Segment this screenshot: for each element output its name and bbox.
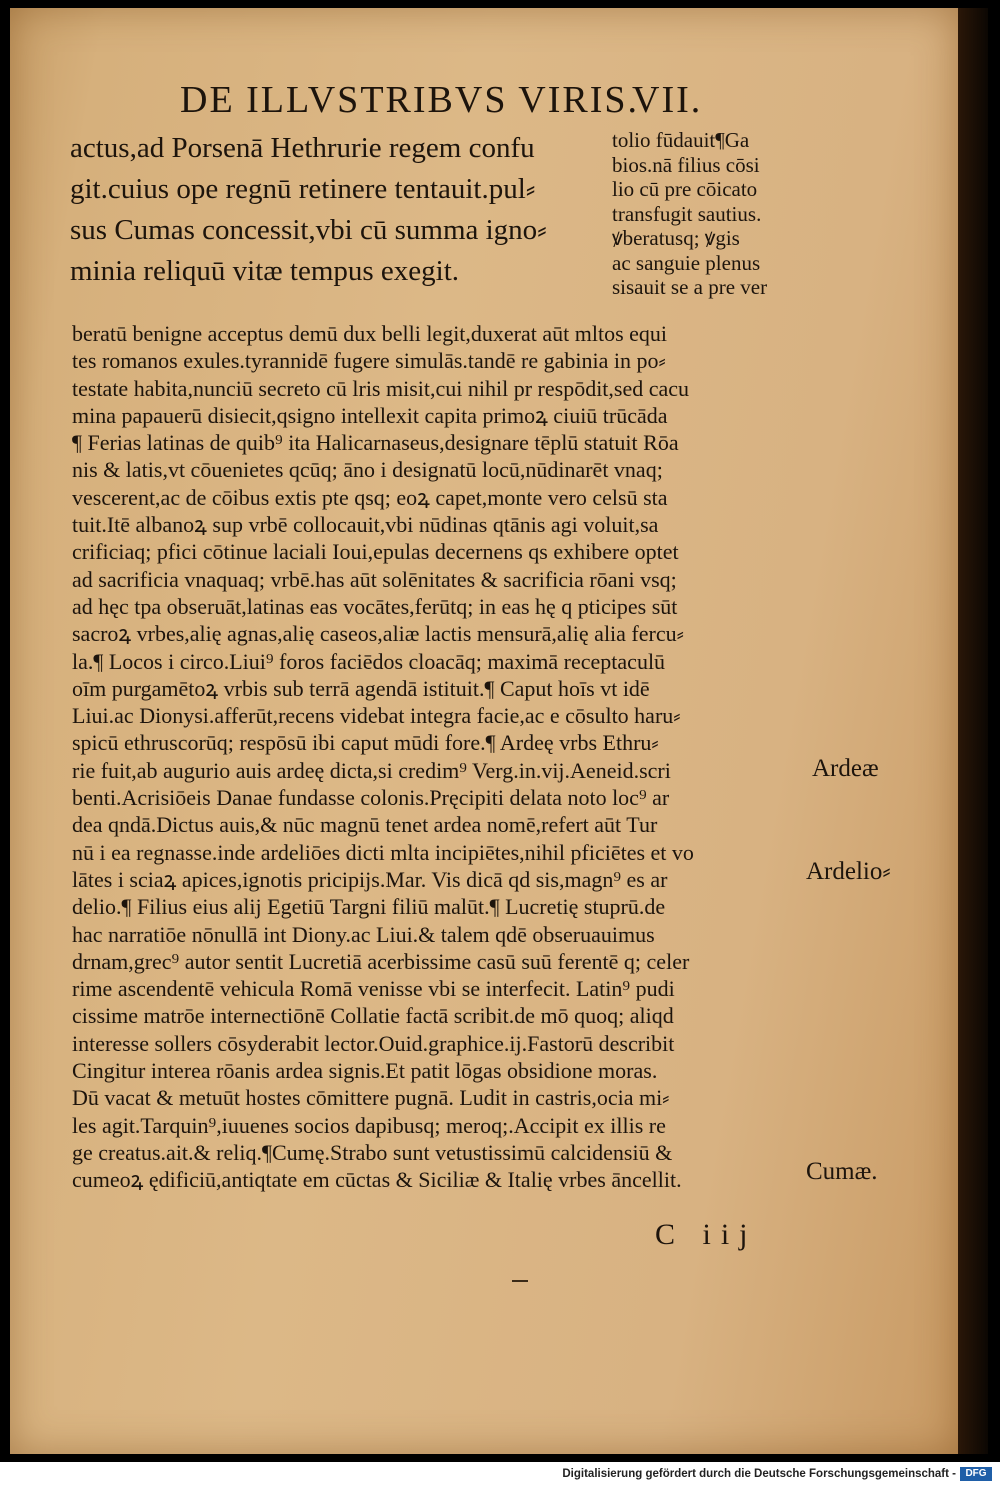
body-line: drnam,grec⁹ autor sentit Lucretiā acerbissime casū suū ferentē q; celer [72, 948, 690, 974]
body-line: mina papauerū disiecit,qsigno intellexit capita primoꝝ ciuiū trūcāda [72, 402, 668, 428]
body-line: ad sacrificia vnaquaq; vrbē.has aūt solēnitates & sacrificia rōani vsq; [72, 566, 677, 592]
scan-blemish [512, 1280, 528, 1282]
body-line: beratū benigne acceptus demū dux belli legit,duxerat aūt mltos equi [72, 321, 668, 346]
body-line: tuit.Itē albanoꝝ sup vrbē collocauit,vbi nūdinas qtānis agi voluit,sa [72, 512, 659, 538]
body-line: interesse sollers cōsyderabit lector.Ouid.graphice.ij.Fastorū describit [72, 1030, 675, 1056]
body-line: oīm purgamētoꝝ vrbis sub terrā agendā istituit.¶ Caput hoīs vt idē [72, 675, 650, 701]
body-line: rie fuit,ab augurio auis ardeę dicta,si credim⁹ Verg.in.vij.Aeneid.scri [72, 757, 671, 783]
folio-number: VII. [632, 79, 703, 121]
intro-line: minia reliquū vitæ tempus exegit. [70, 255, 460, 287]
body-line: vescerent,ac de cōibus extis pte qsq; eoꝝ capet,monte vero celsū sta [72, 484, 668, 510]
side-line: tolio fūdauit¶Ga [612, 128, 750, 152]
running-head-title: DE ILLVSTRIBVS VIRIS. [180, 79, 639, 121]
side-line: ꝟberatusq; ꝟgis [612, 226, 740, 250]
intro-line: actus,ad Porsenā Hethrurie regem confu [70, 132, 535, 164]
footer-bar [0, 1462, 1000, 1487]
signature-mark: C iij [655, 1218, 758, 1251]
body-line: sacroꝝ vrbes,alię agnas,alię caseos,aliæ lactis mensurā,alię alia fercu⸗ [72, 621, 684, 647]
body-line: ad hęc tpa obseruāt,latinas eas vocātes,ferūtq; in eas hę q pticipes sūt [72, 593, 678, 619]
body-line: les agit.Tarquin⁹,iuuenes socios dapibusq; meroq;.Accipit ex illis re [72, 1112, 666, 1138]
side-line: lio cū pre cōicato [612, 177, 758, 201]
body-line: Liui.ac Dionysi.afferūt,recens videbat integra facie,ac e cōsulto haru⸗ [72, 703, 681, 729]
margin-note-cumae: Cumæ. [806, 1158, 878, 1185]
body-line: ¶ Ferias latinas de quib⁹ ita Halicarnaseus,designare tēplū statuit Rōa [72, 430, 679, 456]
body-line: crificiaq; pfici cōtinue laciali Ioui,epulas decernens qs exhibere optet [72, 539, 679, 565]
dfg-logo: DFG [960, 1467, 992, 1481]
side-line: ac sanguie plenus [612, 250, 761, 275]
body-line: la.¶ Locos i circo.Liui⁹ foros faciēdos cloacāq; maximā receptaculū [72, 648, 666, 674]
intro-paragraph [70, 128, 630, 292]
body-line: delio.¶ Filius eius alij Egetiū Targni filiū malūt.¶ Lucretię stuprū.de [72, 894, 666, 920]
body-line: Dū vacat & metuūt hostes cōmittere pugnā. Ludit in castris,ocia mi⸗ [72, 1085, 670, 1111]
body-line: cissime matrōe internectiōnē Collatie factā scribit.de mō quoq; aliqd [72, 1003, 674, 1029]
commentary-body [72, 320, 812, 1194]
side-line: transfugit sautius. [612, 201, 762, 226]
intro-line: sus Cumas concessit,vbi cū summa igno⸗ [70, 214, 547, 246]
footer-credit: Digitalisierung gefördert durch die Deutsche Forschungsgemeinschaft - [562, 1468, 956, 1480]
side-line: sisauit se a pre ver [612, 275, 768, 299]
intro-line: git.cuius ope regnū retinere tentauit.pul⸗ [70, 173, 536, 205]
running-head [180, 78, 740, 122]
margin-note-ardelio: Ardelio⸗ [806, 858, 891, 885]
side-line: bios.nā filius cōsi [612, 152, 760, 177]
page-edge-shadow [958, 8, 988, 1454]
body-line: Cingitur interea rōanis ardea signis.Et patit lōgas obsidione moras. [72, 1058, 658, 1084]
body-line: nū i ea regnasse.inde ardeliōes dicti mlta incipiētes,nihil pficiētes et vo [72, 839, 694, 865]
body-line: testate habita,nunciū secreto cū lris misit,cui nihil pr respōdit,sed cacu [72, 375, 690, 401]
margin-note-ardeae: Ardeæ [812, 755, 879, 782]
body-line: nis & latis,vt cōuenietes qcūq; āno i designatū locū,nūdinarēt vnaq; [72, 457, 663, 483]
body-line: spicū ethruscorūq; respōsū ibi caput mūdi fore.¶ Ardeę vrbs Ethru⸗ [72, 730, 659, 756]
body-line: rime ascendentē vehicula Romā venisse vbi se interfecit. Latin⁹ pudi [72, 976, 675, 1002]
body-line: cumeoꝝ ędificiū,antiqtate em cūctas & Siciliæ & Italię vrbes āncellit. [72, 1167, 682, 1193]
body-line: benti.Acrisiōeis Danae fundasse colonis.Pręcipiti delata noto loc⁹ ar [72, 785, 670, 811]
side-commentary-column [612, 128, 822, 300]
body-line: lātes i sciaꝝ apices,ignotis pricipijs.Mar. Vis dicā qd sis,magn⁹ es ar [72, 866, 668, 892]
body-line: ge creatus.ait.& reliq.¶Cumę.Strabo sunt vetustissimū calcidensiū & [72, 1139, 673, 1165]
body-line: dea qndā.Dictus auis,& nūc magnū tenet ardea nomē,refert aūt Tur [72, 812, 658, 838]
body-line: hac narratiōe nōnullā int Diony.ac Liui.& talem qdē obseruauimus [72, 921, 655, 947]
body-line: tes romanos exules.tyrannidē fugere simulās.tandē re gabinia in po⸗ [72, 348, 666, 374]
